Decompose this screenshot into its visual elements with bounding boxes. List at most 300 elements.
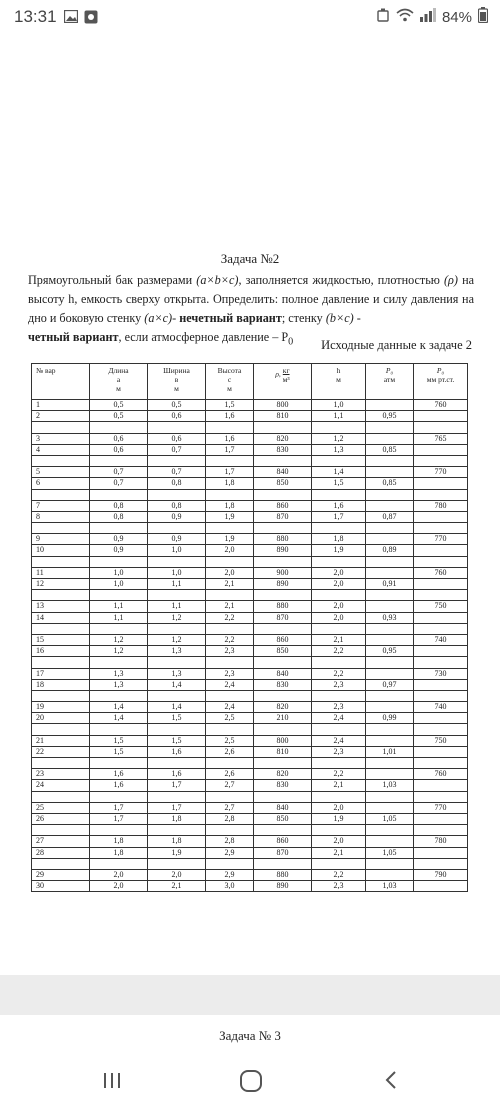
cell-density: 900	[254, 567, 312, 578]
cell-p0-mmhg	[414, 657, 468, 668]
cell-height	[206, 590, 254, 601]
statement-text: ; стенку	[281, 311, 326, 325]
cell-density: 890	[254, 579, 312, 590]
cell-p0-mmhg	[414, 679, 468, 690]
cell-density: 820	[254, 769, 312, 780]
header-density: ρ, кг м³	[254, 364, 312, 400]
cell-p0-mmhg: 740	[414, 634, 468, 645]
table-row	[32, 444, 468, 455]
table-row	[32, 858, 468, 869]
cell-h	[312, 724, 366, 735]
cell-p0-atm	[366, 735, 414, 746]
header-p0-atm	[366, 364, 414, 400]
cell-p0-mmhg: 765	[414, 433, 468, 444]
cell-height	[206, 422, 254, 433]
cell-p0-atm	[366, 489, 414, 500]
cell-p0-atm	[366, 634, 414, 645]
cell-density	[254, 623, 312, 634]
cell-length: 0,7	[90, 478, 148, 489]
cell-density: 800	[254, 735, 312, 746]
cell-width	[148, 791, 206, 802]
cell-p0-atm: 0,97	[366, 679, 414, 690]
cell-p0-atm: 0,93	[366, 612, 414, 623]
cell-p0-mmhg	[414, 489, 468, 500]
cell-height: 2,4	[206, 679, 254, 690]
cell-p0-atm	[366, 802, 414, 813]
cell-density: 840	[254, 467, 312, 478]
cell-density: 850	[254, 478, 312, 489]
table-row	[32, 825, 468, 836]
header-text: P₀	[385, 366, 394, 375]
cell-height	[206, 724, 254, 735]
cell-density	[254, 455, 312, 466]
cell-h: 2,2	[312, 646, 366, 657]
cell-p0-mmhg	[414, 813, 468, 824]
cell-p0-atm: 0,85	[366, 444, 414, 455]
statement-text: -	[172, 311, 180, 325]
cell-density	[254, 690, 312, 701]
table-row	[32, 679, 468, 690]
cell-variant: 9	[32, 534, 90, 545]
table-row	[32, 634, 468, 645]
cell-width	[148, 858, 206, 869]
cell-variant	[32, 758, 90, 769]
cell-width	[148, 690, 206, 701]
cell-p0-mmhg	[414, 511, 468, 522]
cell-p0-mmhg: 760	[414, 400, 468, 411]
cell-p0-atm: 0,95	[366, 411, 414, 422]
cell-density: 860	[254, 836, 312, 847]
table-row	[32, 758, 468, 769]
cell-p0-atm	[366, 758, 414, 769]
cell-h	[312, 523, 366, 534]
cell-length: 1,7	[90, 802, 148, 813]
header-text: № вар	[36, 366, 56, 375]
table-row	[32, 646, 468, 657]
table-header-row	[32, 364, 468, 400]
cell-width: 1,7	[148, 780, 206, 791]
cell-p0-mmhg	[414, 758, 468, 769]
cell-length	[90, 791, 148, 802]
cell-variant	[32, 455, 90, 466]
cell-width: 1,2	[148, 612, 206, 623]
cell-height: 1,9	[206, 534, 254, 545]
header-text: м	[336, 375, 341, 384]
cell-p0-mmhg	[414, 523, 468, 534]
cell-height: 1,7	[206, 467, 254, 478]
cell-length: 1,4	[90, 713, 148, 724]
table-row	[32, 802, 468, 813]
cell-width: 1,6	[148, 746, 206, 757]
cell-h: 1,4	[312, 467, 366, 478]
cell-p0-atm: 1,05	[366, 847, 414, 858]
even-variant-label: четный вариант	[28, 330, 119, 344]
cell-height: 2,1	[206, 601, 254, 612]
cell-variant	[32, 590, 90, 601]
cell-length: 0,6	[90, 444, 148, 455]
cell-p0-atm: 1,01	[366, 746, 414, 757]
cell-h: 2,0	[312, 601, 366, 612]
cell-width: 1,5	[148, 735, 206, 746]
table-row	[32, 690, 468, 701]
cell-h	[312, 657, 366, 668]
cell-length	[90, 556, 148, 567]
cell-p0-atm	[366, 433, 414, 444]
cell-length: 2,0	[90, 869, 148, 880]
cell-length: 0,6	[90, 433, 148, 444]
cell-h	[312, 758, 366, 769]
cell-variant: 17	[32, 668, 90, 679]
table-row	[32, 601, 468, 612]
cell-p0-mmhg: 760	[414, 769, 468, 780]
header-text: м³	[282, 375, 290, 384]
table-row	[32, 735, 468, 746]
cell-h: 1,6	[312, 500, 366, 511]
cell-h: 1,5	[312, 478, 366, 489]
cell-variant: 19	[32, 702, 90, 713]
cell-h: 2,1	[312, 847, 366, 858]
cell-p0-atm	[366, 690, 414, 701]
odd-variant-label: нечетный вариант	[179, 311, 282, 325]
cell-width: 1,4	[148, 679, 206, 690]
cell-length	[90, 657, 148, 668]
cell-variant: 1	[32, 400, 90, 411]
table-row	[32, 702, 468, 713]
cell-p0-mmhg	[414, 881, 468, 892]
cell-height: 1,9	[206, 511, 254, 522]
cell-width: 0,5	[148, 400, 206, 411]
cell-p0-atm	[366, 400, 414, 411]
cell-p0-mmhg: 770	[414, 467, 468, 478]
cell-p0-mmhg	[414, 646, 468, 657]
cell-length	[90, 758, 148, 769]
cell-length	[90, 455, 148, 466]
cell-h: 2,2	[312, 769, 366, 780]
cell-height: 2,1	[206, 579, 254, 590]
cell-h: 2,1	[312, 634, 366, 645]
cell-variant: 14	[32, 612, 90, 623]
cell-length: 2,0	[90, 881, 148, 892]
cell-height	[206, 623, 254, 634]
cell-width	[148, 523, 206, 534]
cell-h	[312, 623, 366, 634]
header-h	[312, 364, 366, 400]
cell-height: 1,5	[206, 400, 254, 411]
cell-p0-mmhg	[414, 444, 468, 455]
cell-p0-mmhg	[414, 780, 468, 791]
cell-variant: 2	[32, 411, 90, 422]
cell-p0-mmhg	[414, 847, 468, 858]
table-row	[32, 467, 468, 478]
task-title: Задача №2	[220, 251, 280, 266]
cell-p0-mmhg: 770	[414, 534, 468, 545]
cell-density: 890	[254, 881, 312, 892]
statement-text: на высоту h, емкость сверху открыта. Определить: полное давление и силу давления на дно и боковую стенку	[28, 273, 474, 325]
next-task-title: Задача № 3	[219, 1028, 281, 1043]
cell-p0-atm	[366, 500, 414, 511]
cell-variant	[32, 657, 90, 668]
header-text: c	[227, 375, 232, 384]
cell-variant: 21	[32, 735, 90, 746]
header-p0-mmhg	[414, 364, 468, 400]
cell-density	[254, 758, 312, 769]
cell-p0-mmhg	[414, 411, 468, 422]
cell-variant	[32, 623, 90, 634]
cell-height: 3,0	[206, 881, 254, 892]
cell-variant	[32, 724, 90, 735]
cell-p0-mmhg	[414, 590, 468, 601]
cell-width	[148, 489, 206, 500]
cell-p0-atm: 1,05	[366, 813, 414, 824]
cell-p0-atm: 0,91	[366, 579, 414, 590]
header-text: Ширина	[163, 366, 190, 375]
table-row	[32, 411, 468, 422]
cell-length	[90, 590, 148, 601]
table-row	[32, 500, 468, 511]
cell-density	[254, 556, 312, 567]
cell-length	[90, 825, 148, 836]
cell-variant	[32, 791, 90, 802]
cell-variant: 28	[32, 847, 90, 858]
table-caption: Исходные данные к задаче 2	[321, 338, 472, 352]
cell-width: 2,0	[148, 869, 206, 880]
cell-length: 0,9	[90, 534, 148, 545]
status-time: 13:31	[14, 7, 57, 26]
cell-h: 1,0	[312, 400, 366, 411]
table-row	[32, 746, 468, 757]
cell-p0-mmhg: 750	[414, 735, 468, 746]
cell-variant	[32, 690, 90, 701]
cell-height	[206, 523, 254, 534]
cell-p0-atm	[366, 567, 414, 578]
cell-width: 1,6	[148, 769, 206, 780]
cell-length	[90, 523, 148, 534]
cell-variant: 23	[32, 769, 90, 780]
cell-p0-mmhg: 730	[414, 668, 468, 679]
cell-height: 2,9	[206, 869, 254, 880]
table-row	[32, 612, 468, 623]
cell-h: 2,0	[312, 579, 366, 590]
cell-height	[206, 758, 254, 769]
cell-width: 1,1	[148, 579, 206, 590]
cell-density: 830	[254, 679, 312, 690]
cell-height: 1,6	[206, 411, 254, 422]
cell-h: 2,2	[312, 668, 366, 679]
header-text: в	[174, 375, 179, 384]
cell-p0-atm: 0,99	[366, 713, 414, 724]
cell-width: 0,8	[148, 500, 206, 511]
home-icon[interactable]	[239, 1069, 263, 1098]
cell-height: 1,8	[206, 500, 254, 511]
header-length	[90, 364, 148, 400]
cell-p0-atm	[366, 769, 414, 780]
table-row	[32, 545, 468, 556]
cell-h: 2,3	[312, 679, 366, 690]
cell-density: 850	[254, 646, 312, 657]
cell-variant: 7	[32, 500, 90, 511]
cell-p0-atm	[366, 422, 414, 433]
alarm-icon	[376, 8, 390, 26]
cell-length: 1,6	[90, 769, 148, 780]
cell-height: 2,3	[206, 668, 254, 679]
cell-density: 210	[254, 713, 312, 724]
table-row	[32, 579, 468, 590]
cell-h	[312, 455, 366, 466]
status-bar	[0, 0, 500, 36]
cell-length: 1,8	[90, 847, 148, 858]
cell-h: 2,2	[312, 869, 366, 880]
cell-width: 0,7	[148, 467, 206, 478]
cell-h: 1,2	[312, 433, 366, 444]
cell-height: 2,7	[206, 780, 254, 791]
cell-width: 1,3	[148, 668, 206, 679]
header-variant	[32, 364, 90, 400]
cell-height	[206, 791, 254, 802]
cell-height: 2,6	[206, 769, 254, 780]
cell-length	[90, 724, 148, 735]
table-row	[32, 489, 468, 500]
cell-length: 0,8	[90, 511, 148, 522]
cell-density: 840	[254, 668, 312, 679]
cell-width: 1,7	[148, 802, 206, 813]
cell-density: 830	[254, 780, 312, 791]
cell-height: 2,8	[206, 813, 254, 824]
cell-height: 2,2	[206, 634, 254, 645]
cell-p0-mmhg: 790	[414, 869, 468, 880]
cell-h: 2,0	[312, 836, 366, 847]
cell-density: 810	[254, 746, 312, 757]
cell-p0-mmhg	[414, 825, 468, 836]
cell-width: 1,9	[148, 847, 206, 858]
cell-p0-mmhg	[414, 579, 468, 590]
cell-variant: 13	[32, 601, 90, 612]
cell-p0-mmhg	[414, 545, 468, 556]
cell-length: 0,8	[90, 500, 148, 511]
cell-width: 1,8	[148, 836, 206, 847]
cell-height: 1,7	[206, 444, 254, 455]
cell-p0-mmhg	[414, 455, 468, 466]
cell-h: 1,1	[312, 411, 366, 422]
cell-density	[254, 825, 312, 836]
cell-length: 1,5	[90, 746, 148, 757]
cell-height	[206, 455, 254, 466]
table-row	[32, 556, 468, 567]
cell-h: 2,4	[312, 713, 366, 724]
cell-variant	[32, 825, 90, 836]
cell-p0-mmhg	[414, 690, 468, 701]
cell-h	[312, 858, 366, 869]
back-icon[interactable]	[382, 1069, 402, 1096]
statement-text: -	[353, 311, 361, 325]
table-row	[32, 567, 468, 578]
cell-width: 0,7	[148, 444, 206, 455]
cell-h: 1,8	[312, 534, 366, 545]
navigation-bar	[0, 1055, 500, 1111]
table-row	[32, 433, 468, 444]
cell-density	[254, 724, 312, 735]
header-text: P₀	[436, 366, 445, 375]
cell-variant	[32, 523, 90, 534]
cell-height	[206, 657, 254, 668]
table-row	[32, 881, 468, 892]
cell-p0-atm	[366, 791, 414, 802]
table-row	[32, 836, 468, 847]
cell-width: 0,9	[148, 534, 206, 545]
cell-length: 0,7	[90, 467, 148, 478]
gallery-icon	[64, 10, 78, 28]
cell-density	[254, 657, 312, 668]
cell-variant: 15	[32, 634, 90, 645]
cell-variant	[32, 422, 90, 433]
cell-height: 2,8	[206, 836, 254, 847]
cell-density: 800	[254, 400, 312, 411]
cell-p0-mmhg: 740	[414, 702, 468, 713]
cell-height: 2,6	[206, 746, 254, 757]
cell-length	[90, 858, 148, 869]
cell-p0-mmhg: 780	[414, 500, 468, 511]
cell-p0-atm	[366, 590, 414, 601]
cell-variant: 12	[32, 579, 90, 590]
table-row	[32, 724, 468, 735]
cell-p0-atm: 0,95	[366, 646, 414, 657]
cell-p0-atm	[366, 858, 414, 869]
source-data-table	[31, 363, 468, 892]
dimensions-ac: (a×c)	[144, 311, 173, 325]
header-text: м	[116, 384, 121, 393]
statement-text: , заполняется жидкостью, плотностью	[238, 273, 444, 287]
density-symbol: (ρ)	[444, 273, 458, 287]
cell-p0-atm: 0,85	[366, 478, 414, 489]
cell-height: 1,8	[206, 478, 254, 489]
cell-height: 2,2	[206, 612, 254, 623]
cell-width: 1,0	[148, 545, 206, 556]
cell-height: 2,9	[206, 847, 254, 858]
cell-p0-atm	[366, 623, 414, 634]
cell-variant: 11	[32, 567, 90, 578]
cell-length: 1,4	[90, 702, 148, 713]
cell-h: 2,0	[312, 802, 366, 813]
cell-length	[90, 422, 148, 433]
cell-h: 1,9	[312, 813, 366, 824]
cell-density	[254, 422, 312, 433]
recent-apps-icon[interactable]	[101, 1069, 123, 1096]
cell-p0-atm	[366, 455, 414, 466]
header-text: Высота	[217, 366, 242, 375]
table-row	[32, 869, 468, 880]
cell-height: 2,5	[206, 713, 254, 724]
cell-width	[148, 556, 206, 567]
table-row	[32, 813, 468, 824]
table-row	[32, 400, 468, 411]
cell-width	[148, 825, 206, 836]
cell-width: 0,6	[148, 433, 206, 444]
cell-height	[206, 858, 254, 869]
cell-h: 2,3	[312, 881, 366, 892]
statement-text: , если атмосферное давление – P	[118, 330, 289, 344]
table-row	[32, 590, 468, 601]
table-row	[32, 478, 468, 489]
cell-density: 820	[254, 433, 312, 444]
cell-h	[312, 422, 366, 433]
cell-width	[148, 590, 206, 601]
cell-length: 1,1	[90, 601, 148, 612]
cell-p0-mmhg	[414, 858, 468, 869]
header-text: м	[227, 384, 232, 393]
header-text: Длина	[108, 366, 129, 375]
cell-width: 0,9	[148, 511, 206, 522]
cell-width: 1,2	[148, 634, 206, 645]
cell-h: 1,3	[312, 444, 366, 455]
